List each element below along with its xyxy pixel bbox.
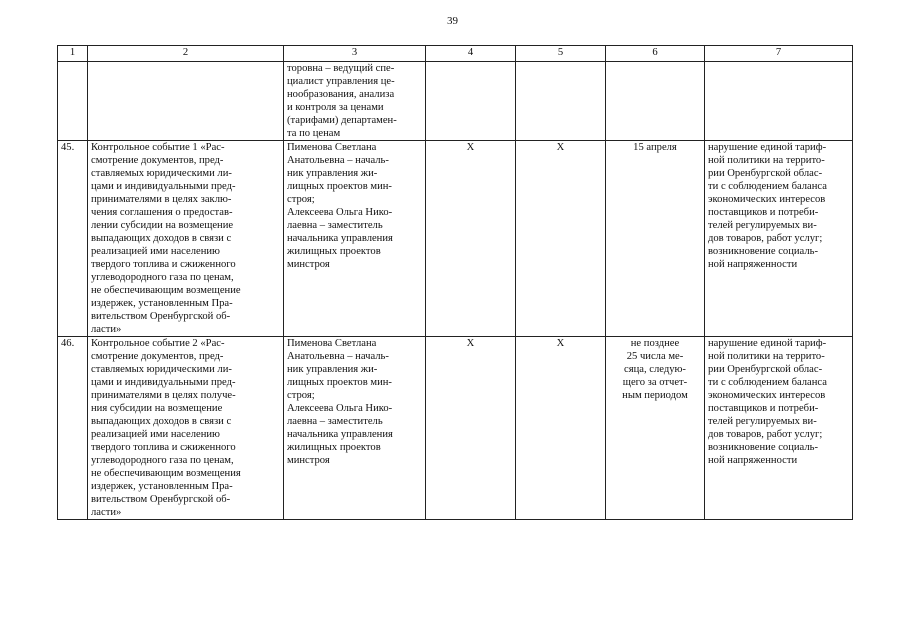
cell-col4 — [426, 62, 516, 141]
risks-text: нарушение единой тариф- ной политики на террито- рии Оренбургской облас- ти с соблюдением баланса экономических интересов поставщиков и потреби- телей регулируемых ви- дов товаров, работ услуг; возникновение социаль- ной напряженности — [705, 141, 853, 337]
table-row — [58, 337, 853, 520]
control-event-text: Контрольное событие 1 «Рас- смотрение документов, пред- ставляемых юридическими ли- цами и индивидуальными пред- принимателями в целях заклю- чения соглашения о предостав- лении субсидии на возмещение выпадающих доходов в связи с реализацией ими населению твердого топлива и сжиженного углеводородного газа по ценам, не обеспечивающим возмещение издержек, установленным Пра- вительством Оренбургской об- ласти» — [88, 141, 284, 337]
responsible-text: Пименова Светлана Анатольевна – началь- ник управления жи- лищных проектов мин- строя; Алексеева Ольга Нико- лаевна – заместитель начальника управления жилищных проектов минстроя — [284, 141, 426, 337]
deadline-text: не позднее 25 числа ме- сяца, следую- щего за отчет- ным периодом — [606, 337, 705, 520]
mark-col4: X — [426, 337, 516, 520]
header-col-4: 4 — [426, 46, 516, 62]
header-col-2: 2 — [88, 46, 284, 62]
table-row-continuation — [58, 62, 853, 141]
header-col-6: 6 — [606, 46, 705, 62]
table-row — [58, 141, 853, 337]
plan-table — [57, 45, 853, 520]
cell-risks — [705, 62, 853, 141]
mark-col5: X — [516, 337, 606, 520]
header-col-1: 1 — [58, 46, 88, 62]
control-event-text: Контрольное событие 2 «Рас- смотрение документов, пред- ставляемых юридическими ли- цами и индивидуальными пред- принимателями в целях получе- ния субсидии на возмещение выпадающих доходов в связи с реализацией ими населению твердого топлива и сжиженного углеводородного газа по ценам, не обеспечивающим возмещения издержек, установленным Пра- вительством Оренбургской об- ласти» — [88, 337, 284, 520]
cell-col5 — [516, 62, 606, 141]
page-number: 39 — [447, 15, 458, 27]
mark-col4: X — [426, 141, 516, 337]
header-row — [58, 46, 853, 62]
mark-col5: X — [516, 141, 606, 337]
header-col-5: 5 — [516, 46, 606, 62]
header-col-7: 7 — [705, 46, 853, 62]
responsible-text: Пименова Светлана Анатольевна – началь- ник управления жи- лищных проектов мин- строя; Алексеева Ольга Нико- лаевна – заместитель начальника управления жилищных проектов минстроя — [284, 337, 426, 520]
cell-number — [58, 62, 88, 141]
cell-deadline — [606, 62, 705, 141]
header-col-3: 3 — [284, 46, 426, 62]
cell-event — [88, 62, 284, 141]
cell-responsible: торовна – ведущий спе- циалист управления це- нообразования, анализа и контроля за ценами (тарифами) департамен- та по ценам — [284, 62, 426, 141]
risks-text: нарушение единой тариф- ной политики на террито- рии Оренбургской облас- ти с соблюдением баланса экономических интересов поставщиков и потреби- телей регулируемых ви- дов товаров, работ услуг; возникновение социаль- ной напряженности — [705, 337, 853, 520]
row-number: 45. — [58, 141, 88, 337]
deadline-text: 15 апреля — [606, 141, 705, 337]
row-number: 46. — [58, 337, 88, 520]
